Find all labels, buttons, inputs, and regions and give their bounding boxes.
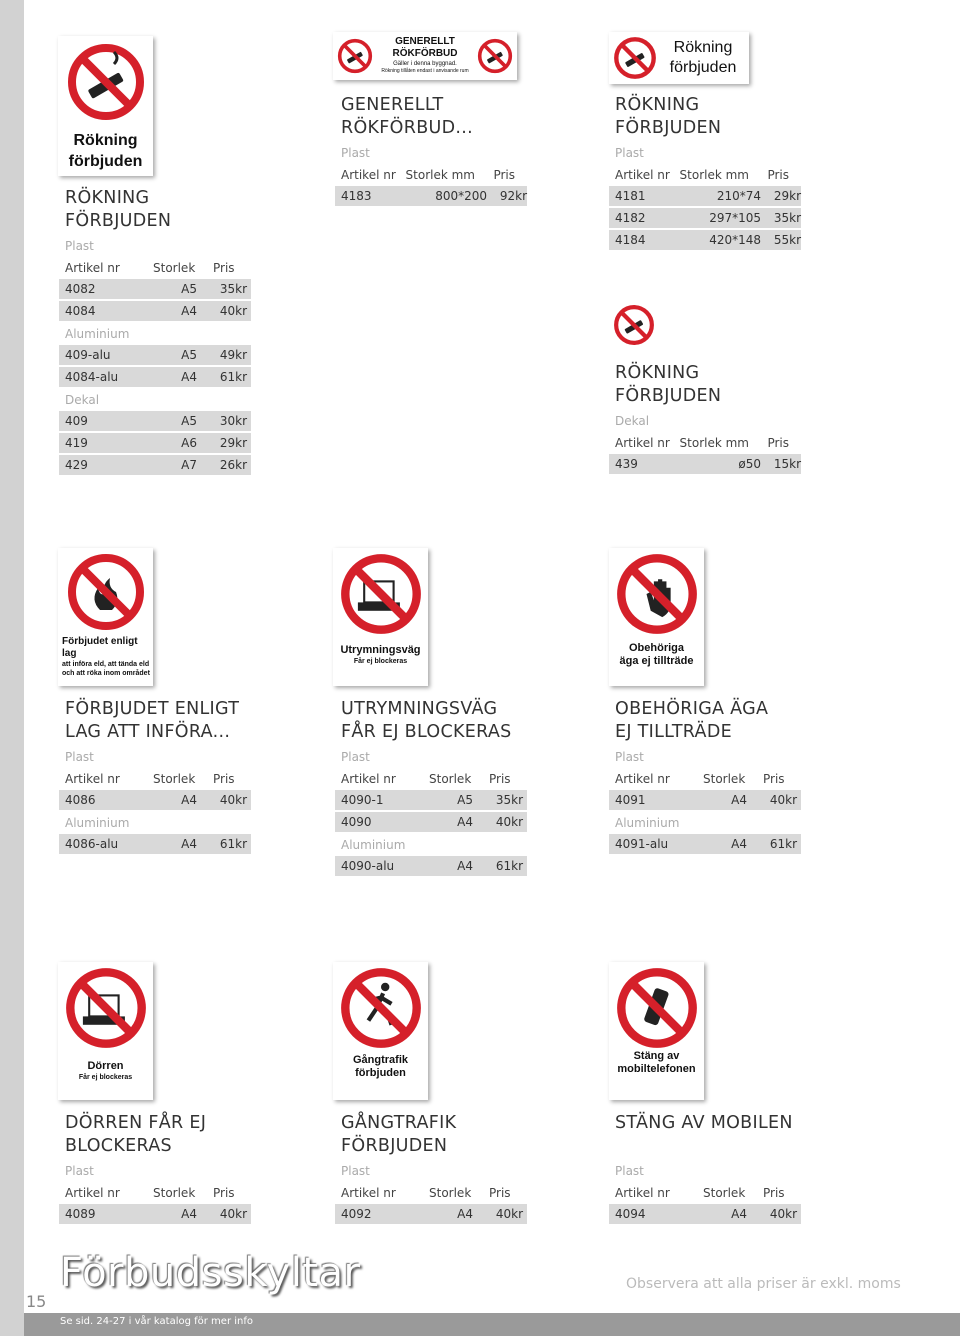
product-no-smoking — [59, 187, 251, 477]
no-obstruction-icon — [64, 966, 148, 1050]
product-general-smoking-ban — [335, 94, 527, 208]
sign-text-line: Utrymningsväg — [340, 644, 421, 656]
product-title: RÖKNING FÖRBJUDEN — [615, 363, 722, 406]
sign-text-line: Obehöriga — [628, 642, 684, 654]
product-escape-route — [335, 698, 527, 878]
product-no-entry — [609, 698, 801, 856]
sign-text-line: äga ej tillträde — [619, 655, 694, 667]
sign-text-line: och att röka inom området — [62, 670, 150, 677]
sign-text-line: att införa eld, att tända eld — [62, 661, 150, 668]
sign-image-no-fire — [58, 548, 153, 686]
price-notice: Observera att alla priser är exkl. moms — [626, 1276, 901, 1292]
sign-image-no-entry — [609, 548, 704, 686]
price-row: 4091-alu A4 61kr — [609, 834, 801, 854]
material-label: Plast — [65, 750, 94, 764]
product-title: FÖRBJUDET ENLIGT LAG ATT INFÖRA... — [65, 699, 240, 742]
price-row: 4181 210*74 29kr — [609, 186, 801, 206]
price-table-header: Artikel nr Storlek mm Pris — [615, 168, 789, 182]
price-row: 4091 A4 40kr — [609, 790, 801, 810]
price-row: 409 A5 30kr — [59, 411, 251, 431]
no-entry-hand-icon — [615, 552, 699, 636]
price-row: 4090-1 A5 35kr — [335, 790, 527, 810]
price-row: 4082 A5 35kr — [59, 279, 251, 299]
sign-image-no-smoking-wide — [609, 32, 749, 84]
price-row: 4182 297*105 35kr — [609, 208, 801, 228]
sign-text-line: Stäng av — [633, 1050, 680, 1062]
price-row: 4090 A4 40kr — [335, 812, 527, 832]
sign-text-line: mobiltelefonen — [617, 1063, 696, 1075]
sign-text-line: GENERELLT — [395, 36, 455, 47]
price-table-header: Artikel nr Storlek mm Pris — [341, 168, 515, 182]
product-title: GÅNGTRAFIK FÖRBJUDEN — [341, 1113, 457, 1156]
product-title: RÖKNING FÖRBJUDEN — [615, 95, 722, 138]
sign-text-line: Rökning tillåten endast i anvisande rum — [381, 68, 469, 74]
sign-image-no-mobile-phone — [609, 962, 704, 1100]
product-title: UTRYMNINGSVÄG FÅR EJ BLOCKERAS — [341, 699, 512, 742]
page-number: 15 — [26, 1292, 47, 1311]
material-label: Plast — [615, 750, 644, 764]
sign-text-line: Gångtrafik — [352, 1054, 408, 1066]
sign-text-line: förbjuden — [68, 153, 143, 170]
sign-text-line: Rökning — [673, 39, 733, 56]
product-no-pedestrians — [335, 1112, 527, 1226]
catalog-footnote: Se sid. 24-27 i vår katalog för mer info — [60, 1316, 253, 1327]
product-no-smoking-wide — [609, 94, 801, 252]
no-obstruction-icon — [339, 552, 423, 636]
sign-text-line: Gäller i denna byggnad. — [393, 61, 457, 67]
product-no-fire — [59, 698, 251, 856]
material-label: Aluminium — [615, 816, 680, 830]
sign-text-line: förbjuden — [669, 59, 737, 76]
sign-text-line: Förbjudet enligt lag — [62, 636, 138, 659]
price-table-header: Artikel nr Storlek Pris — [341, 772, 511, 786]
product-title: DÖRREN FÅR EJ BLOCKERAS — [65, 1113, 207, 1156]
product-title: GENERELLT RÖKFÖRBUD... — [341, 95, 473, 138]
material-label: Plast — [615, 146, 644, 160]
sign-text-line: RÖKFÖRBUD — [392, 48, 458, 59]
price-row: 4183 800*200 92kr — [335, 186, 527, 206]
price-table-header: Artikel nr Storlek mm Pris — [615, 436, 789, 450]
material-label: Aluminium — [65, 327, 130, 341]
sign-image-door-no-blocking — [58, 962, 153, 1100]
product-no-smoking-sticker — [609, 362, 801, 476]
price-row: 409-alu A5 49kr — [59, 345, 251, 365]
price-row: 4086 A4 40kr — [59, 790, 251, 810]
price-row: 4084-alu A4 61kr — [59, 367, 251, 387]
product-title: RÖKNING FÖRBJUDEN — [65, 188, 172, 231]
material-label: Plast — [341, 146, 370, 160]
price-table-header: Artikel nr Storlek Pris — [615, 1186, 785, 1200]
sign-text-line: Får ej blockeras — [78, 1074, 133, 1081]
sign-text-line: förbjuden — [355, 1067, 406, 1079]
price-row: 4094 A4 40kr — [609, 1204, 801, 1224]
product-title: STÄNG AV MOBILEN — [615, 1113, 793, 1133]
material-label: Aluminium — [341, 838, 406, 852]
no-pedestrians-icon — [339, 966, 423, 1050]
price-table-header: Artikel nr Storlek Pris — [341, 1186, 511, 1200]
price-table-header: Artikel nr Storlek Pris — [615, 772, 785, 786]
sign-image-no-pedestrians — [333, 962, 428, 1100]
no-smoking-sticker-icon — [613, 304, 655, 346]
price-row: 4090-alu A4 61kr — [335, 856, 527, 876]
sign-image-no-smoking — [58, 36, 153, 176]
sign-text-line: Får ej blockeras — [353, 658, 408, 665]
price-row: 439 ø50 15kr — [609, 454, 801, 474]
material-label: Dekal — [65, 393, 100, 407]
sign-text-line: Rökning — [73, 132, 138, 149]
product-door-no-blocking — [59, 1112, 251, 1226]
material-label: Plast — [65, 239, 94, 253]
price-row: 4086-alu A4 61kr — [59, 834, 251, 854]
no-mobile-phone-icon — [615, 966, 699, 1050]
section-title: Förbudsskyltar — [60, 1250, 361, 1296]
material-label: Aluminium — [65, 816, 130, 830]
product-no-mobile-phone — [609, 1112, 801, 1226]
sign-image-escape-route — [333, 548, 428, 686]
sign-image-general-smoking-ban — [333, 32, 517, 80]
no-open-flame-icon — [66, 552, 146, 632]
material-label: Plast — [65, 1164, 94, 1178]
price-row: 419 A6 29kr — [59, 433, 251, 453]
price-row: 429 A7 26kr — [59, 455, 251, 475]
product-title: OBEHÖRIGA ÄGA EJ TILLTRÄDE — [615, 699, 769, 742]
price-row: 4092 A4 40kr — [335, 1204, 527, 1224]
material-label: Plast — [341, 1164, 370, 1178]
material-label: Dekal — [615, 414, 650, 428]
left-margin-bar — [0, 0, 24, 1336]
sign-text-line: Dörren — [87, 1060, 124, 1072]
price-table-header: Artikel nr Storlek Pris — [65, 1186, 235, 1200]
material-label: Plast — [615, 1164, 644, 1178]
price-table-header: Artikel nr Storlek Pris — [65, 261, 235, 275]
price-row: 4184 420*148 55kr — [609, 230, 801, 250]
price-table-header: Artikel nr Storlek Pris — [65, 772, 235, 786]
no-smoking-icon — [66, 42, 146, 122]
material-label: Plast — [341, 750, 370, 764]
price-row: 4089 A4 40kr — [59, 1204, 251, 1224]
price-row: 4084 A4 40kr — [59, 301, 251, 321]
no-smoking-icon — [613, 36, 657, 80]
